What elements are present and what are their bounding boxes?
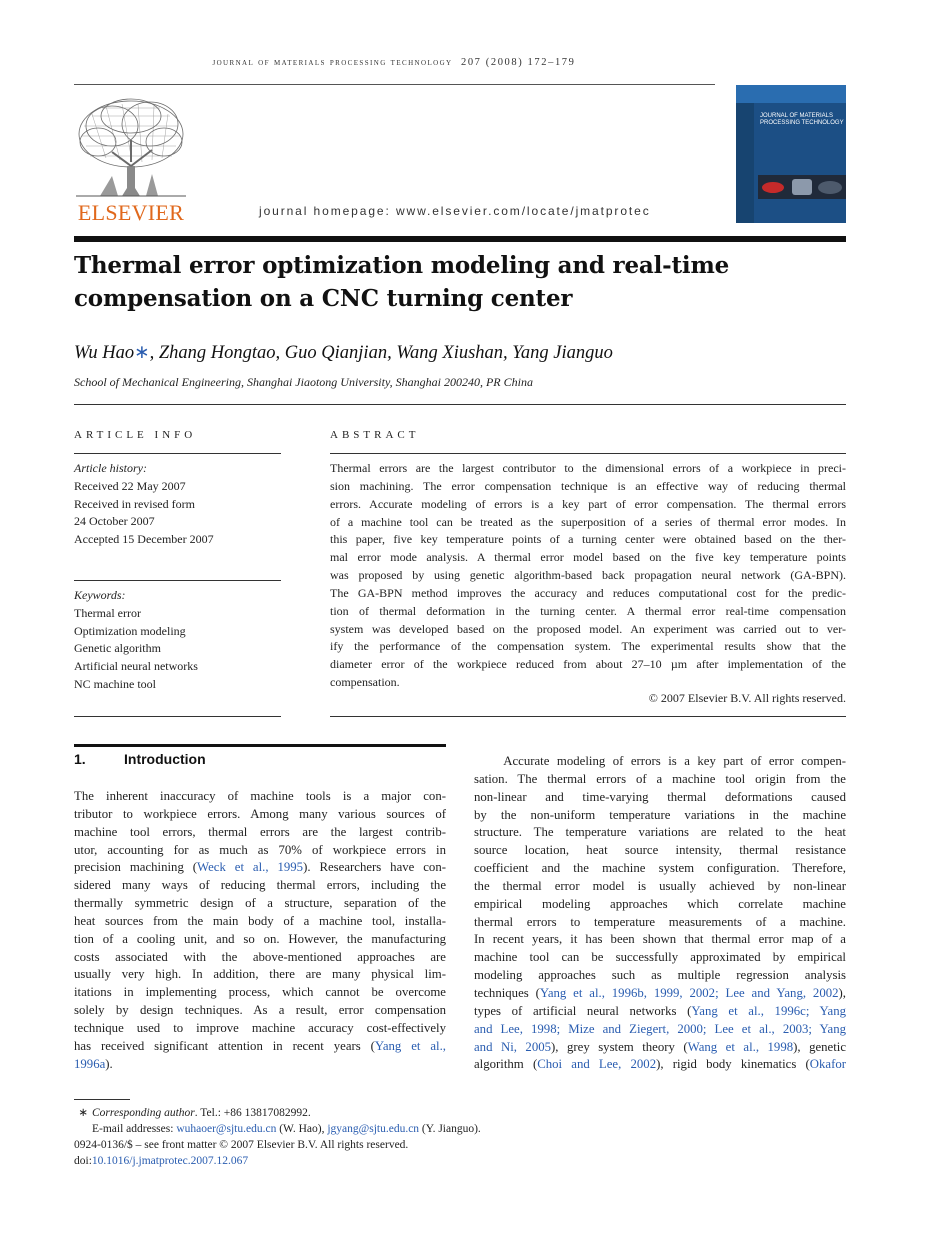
intro-right-line: structure. The temperature variations are related to the heat bbox=[474, 825, 846, 840]
section-rule bbox=[74, 744, 446, 747]
intro-left-line: sidered many ways of reducing thermal errors, including the bbox=[74, 878, 446, 893]
history-item: Accepted 15 December 2007 bbox=[74, 532, 214, 547]
issn-line: 0924-0136/$ – see front matter © 2007 Elsevier B.V. All rights reserved. bbox=[74, 1139, 409, 1151]
intro-right-line: and Ni, 2005), grey system theory (Wang et al., 1998), genetic bbox=[474, 1039, 847, 1054]
intro-left-line: solely by design techniques. As a result, error compensation bbox=[74, 1003, 446, 1018]
intro-right-line: source location, heat source intensity, thermal resistance bbox=[474, 843, 846, 858]
intro-left-line: utor, accounting for as much as 70% of workpiece errors in bbox=[74, 842, 446, 857]
journal-running-title: journal of materials processing technology bbox=[212, 57, 453, 68]
cover-image bbox=[758, 175, 846, 199]
abstract-line: mal error mode analysis. A thermal error model based on the five key temperature points bbox=[330, 550, 846, 565]
intro-left-line: costs associated with the above-mentioned approaches are bbox=[74, 949, 446, 964]
keyword-item: NC machine tool bbox=[74, 676, 156, 691]
intro-left-line: 1996a). bbox=[74, 1056, 113, 1071]
abstract-line: system was developed based on the proposed model. An experiment was carried out to ver- bbox=[330, 621, 846, 636]
keyword-item: Thermal error bbox=[74, 605, 141, 620]
corresponding-phone: . Tel.: +86 13817082992. bbox=[194, 1107, 311, 1119]
citation-link[interactable]: Okafor bbox=[809, 1057, 846, 1072]
abstract-rule bbox=[330, 453, 846, 454]
intro-left-line: The inherent inaccuracy of machine tools is a major con- bbox=[74, 789, 446, 803]
history-item: Received in revised form bbox=[74, 496, 195, 511]
info-bottom-rule bbox=[74, 716, 281, 717]
intro-left-line: heat sources from the main body of a machine tool, installa- bbox=[74, 913, 446, 928]
journal-cover-thumbnail[interactable] bbox=[736, 85, 846, 223]
article-info-rule bbox=[74, 453, 281, 454]
intro-left-line: thermally symmetric design of a structure, separation of the bbox=[74, 896, 446, 911]
abstract-line: errors. Accurate modeling of errors is a key part of error compensation. The thermal errors bbox=[330, 496, 846, 511]
intro-right-line: Accurate modeling of errors is a key part of error compen- bbox=[474, 754, 846, 768]
citation-link[interactable]: Choi and Lee, 2002 bbox=[537, 1057, 657, 1072]
keyword-item: Genetic algorithm bbox=[74, 641, 161, 656]
elsevier-logo[interactable] bbox=[72, 96, 190, 226]
section-number: 1. bbox=[74, 751, 86, 767]
affiliation-rule bbox=[74, 404, 846, 405]
abstract-bottom-rule bbox=[330, 716, 846, 717]
intro-right-line bbox=[474, 1021, 846, 1039]
intro-left-line: machine tool errors, thermal errors are the largest contrib- bbox=[74, 824, 446, 839]
cover-title: JOURNAL OF MATERIALS PROCESSING TECHNOLOGY bbox=[760, 113, 844, 126]
doi-label: doi: bbox=[74, 1155, 92, 1167]
cover-side-strip bbox=[736, 103, 754, 223]
intro-right-line: empirical modeling approaches which correlate machine bbox=[474, 896, 846, 911]
abstract-line: of a machine tool can be treated as the superposition of a series of thermal error modes. In bbox=[330, 514, 846, 529]
corresponding-footnote bbox=[74, 1105, 481, 1121]
email-link-2[interactable]: jgyang@sjtu.edu.cn bbox=[327, 1123, 420, 1135]
email-link-1[interactable]: wuhaoer@sjtu.edu.cn bbox=[176, 1123, 277, 1135]
intro-right-line: coefficient and the machine system configuration. Therefore, bbox=[474, 861, 846, 876]
history-item: Received 22 May 2007 bbox=[74, 478, 186, 493]
intro-left-line: tion of a cooling unit, and so on. However, the manufacturing bbox=[74, 931, 446, 946]
keywords-rule bbox=[74, 580, 281, 581]
intro-right-line: the thermal error model is usually achieved by non-linear bbox=[474, 878, 846, 893]
citation-link[interactable]: Wang et al., 1998 bbox=[687, 1039, 794, 1054]
body-left-column bbox=[74, 788, 446, 1074]
citation-link[interactable]: Weck et al., 1995 bbox=[197, 860, 304, 875]
intro-right-line: machine tool can be successfully approximated by empirical bbox=[474, 950, 846, 965]
section-heading bbox=[74, 751, 206, 767]
abstract-label: ABSTRACT bbox=[330, 429, 420, 441]
article-info-label: ARTICLE INFO bbox=[74, 429, 197, 441]
abstract-copyright: © 2007 Elsevier B.V. All rights reserved. bbox=[648, 691, 846, 705]
intro-right-line: modeling approaches such as multiple regression analysis bbox=[474, 968, 846, 983]
abstract-line: was proposed by using genetic algorithm-based back propagation neural network (GA-BPN). bbox=[330, 568, 846, 583]
footnote-rule bbox=[74, 1099, 130, 1100]
keyword-item: Optimization modeling bbox=[74, 623, 186, 638]
history-label: Article history: bbox=[74, 461, 147, 475]
keywords-label: Keywords: bbox=[74, 588, 126, 602]
email-label: E-mail addresses: bbox=[92, 1123, 177, 1135]
keywords bbox=[74, 587, 280, 694]
abstract-line: The GA-BPN method improves the accuracy and reduces computational cost for the predic- bbox=[330, 585, 846, 600]
body-right-column bbox=[474, 753, 846, 1074]
intro-left-line: usually very high. In addition, there are many physical lim- bbox=[74, 967, 446, 982]
title-top-rule bbox=[74, 236, 846, 242]
footnotes bbox=[74, 1105, 481, 1169]
article-title-line-2: compensation on a CNC turning center bbox=[74, 285, 573, 312]
doi-line bbox=[74, 1153, 481, 1169]
volume-pages: 207 (2008) 172–179 bbox=[460, 57, 576, 68]
author-list bbox=[74, 342, 613, 364]
intro-right-line: techniques (Yang et al., 1996b, 1999, 2002; Lee and Yang, 2002), bbox=[474, 985, 846, 1000]
section-title: Introduction bbox=[124, 751, 206, 767]
header-rule bbox=[74, 84, 715, 85]
abstract-line: this paper, five key temperature points of a turning center were obtained based on the ther- bbox=[330, 532, 846, 547]
citation-link[interactable]: Yang et al., 1996c; Yang bbox=[691, 1003, 846, 1018]
article-history bbox=[74, 460, 280, 549]
intro-right-line: by the non-uniform temperature variations in the machine bbox=[474, 807, 846, 822]
cover-top-band bbox=[736, 85, 846, 103]
corresponding-label: Corresponding author bbox=[92, 1107, 195, 1119]
abstract-line: ify the performance of the compensation system. The experimental results show that the bbox=[330, 639, 846, 654]
abstract-line: diameter error of the workpiece reduced from about 27–10 µm after implementation of the bbox=[330, 657, 846, 672]
journal-homepage-link[interactable]: journal homepage: www.elsevier.com/locate/jmatprotec bbox=[259, 204, 651, 218]
intro-right-line: thermal errors to temperature measurements of a machine. bbox=[474, 914, 846, 929]
running-head bbox=[74, 57, 714, 68]
keyword-item: Artificial neural networks bbox=[74, 659, 198, 674]
intro-right-line: sation. The thermal errors of a machine tool origin from the bbox=[474, 771, 846, 786]
corresponding-author: Wu Hao bbox=[74, 343, 135, 363]
citation-link[interactable]: 1996a bbox=[74, 1056, 106, 1071]
intro-right-line: types of artificial neural networks (Yang et al., 1996c; Yang bbox=[474, 1003, 846, 1018]
abstract-line: sion machining. The error compensation technique is an effective way of reducing thermal bbox=[330, 478, 846, 493]
intro-left-line: precision machining (Weck et al., 1995). Researchers have con- bbox=[74, 860, 446, 875]
elsevier-tree-icon bbox=[72, 96, 190, 198]
intro-right-line: non-linear and time-varying thermal deformations caused bbox=[474, 789, 846, 804]
abstract-line: compensation. bbox=[330, 675, 400, 690]
intro-left-line: tributor to workpiece errors. Among many various sources of bbox=[74, 806, 446, 821]
intro-left-line: itations in implementing process, which cannot be overcome bbox=[74, 985, 446, 1000]
citation-link[interactable]: and Lee, 1998; Mize and Ziegert, 2000; Lee et al., 2003; Yang bbox=[474, 1021, 846, 1036]
abstract-text bbox=[330, 460, 846, 692]
corresponding-marker[interactable]: ∗ bbox=[134, 343, 150, 363]
abstract-line: Thermal errors are the largest contributor to the dimensional errors of a workpiece in preci- bbox=[330, 461, 846, 475]
co-authors: , Zhang Hongtao, Guo Qianjian, Wang Xiushan, Yang Jianguo bbox=[149, 343, 613, 363]
intro-left-line: technique used to improve machine accuracy cost-effectively bbox=[74, 1020, 446, 1035]
article-title bbox=[74, 249, 774, 315]
article-title-line-1: Thermal error optimization modeling and real-time bbox=[74, 252, 730, 279]
intro-left-line: has received significant attention in recent years (Yang et al., bbox=[74, 1038, 446, 1053]
history-item: 24 October 2007 bbox=[74, 514, 155, 529]
citation-link[interactable]: Yang et al., bbox=[374, 1038, 446, 1053]
abstract-line: tion of thermal deformation in the turning center. A thermal error real-time compensation bbox=[330, 603, 846, 618]
doi-link[interactable]: 10.1016/j.jmatprotec.2007.12.067 bbox=[91, 1155, 249, 1167]
elsevier-wordmark: ELSEVIER bbox=[77, 200, 185, 225]
email-owner-2: (Y. Jianguo). bbox=[419, 1123, 481, 1135]
intro-right-line: In recent years, it has been shown that thermal error map of a bbox=[474, 932, 846, 947]
footnote-marker: ∗ bbox=[78, 1107, 88, 1119]
intro-right-line: algorithm (Choi and Lee, 2002), rigid body kinematics (Okafor bbox=[474, 1057, 846, 1072]
affiliation: School of Mechanical Engineering, Shanghai Jiaotong University, Shanghai 200240, PR China bbox=[74, 375, 533, 389]
citation-link[interactable]: Yang et al., 1996b, 1999, 2002; Lee and Yang, 2002 bbox=[539, 985, 839, 1000]
citation-link[interactable]: and Ni, 2005 bbox=[474, 1039, 552, 1054]
email-owner-1: (W. Hao), bbox=[276, 1123, 328, 1135]
email-footnote bbox=[74, 1121, 481, 1137]
